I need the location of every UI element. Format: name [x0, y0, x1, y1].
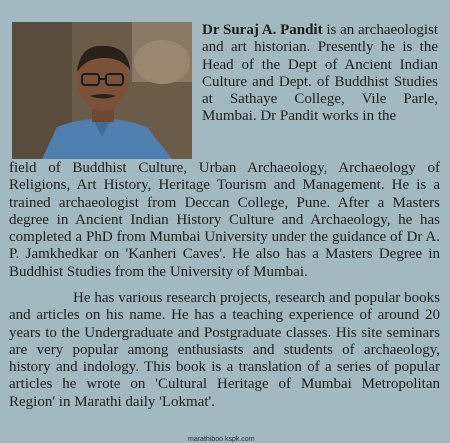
- paragraph-1-continued: [9, 160, 440, 281]
- paragraph-1-text: field of Buddhist Culture, Urban Archaeology, Archaeology of Religions, Art History, Heritage Tourism and Management. He is a trained archaeologist from Deccan College, Pune. After a Masters degree in Ancient Indian History Culture and Archaeology, he has completed a PhD from Mumbai University under the guidance of Dr A. P. Jamkhedkar on 'Kanheri Caves'. He also has a Masters Degree in Buddhist Studies from the University of Mumbai.: [9, 160, 440, 280]
- watermark-text: marathiboo kspk.com: [188, 436, 255, 443]
- author-name: Dr Suraj A. Pandit: [202, 22, 323, 38]
- author-photo: [12, 22, 192, 159]
- portrait-image: [12, 22, 192, 159]
- intro-rest: is an archaeologist and art historian. Presently he is the Head of the Dept of Ancient Indian Culture and Dept. of Buddhist Studies at Sathaye College, Vile Parle, Mumbai. Dr Pandit works in the: [202, 22, 438, 125]
- intro-text: [202, 22, 438, 126]
- paragraph-2: [9, 290, 440, 411]
- paragraph-2-text: He has various research projects, research and popular books and articles on his name. He has a teaching experience of around 20 years to the Undergraduate and Postgraduate classes. His site seminars are very popular among enthusiasts and students of archaeology, history and indology. This book is a translation of a series of popular articles he wrote on 'Cultural Heritage of Mumbai Metropolitan Region' in Marathi daily 'Lokmat'.: [9, 290, 440, 410]
